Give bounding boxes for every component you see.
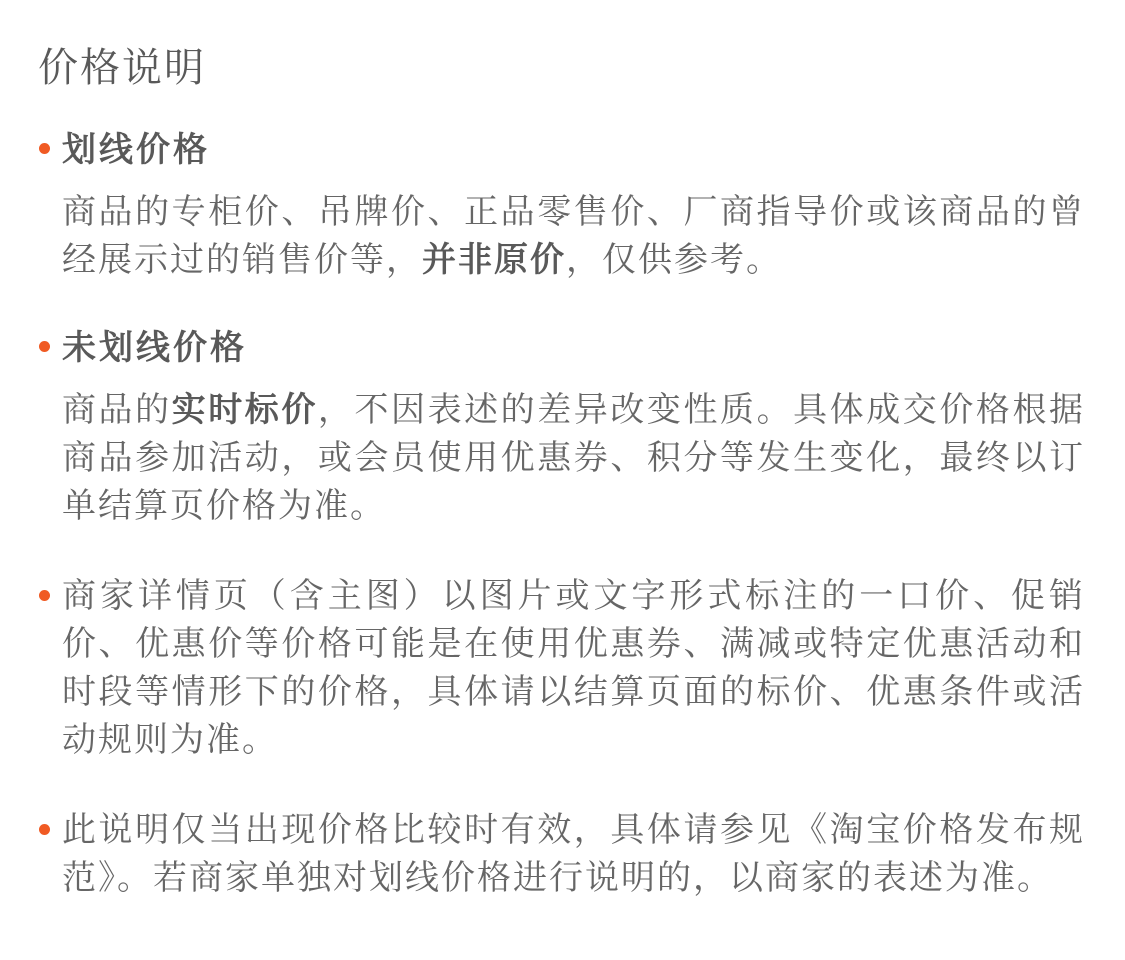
bullet-icon	[39, 824, 50, 835]
bullet-icon	[39, 341, 50, 352]
list-item	[38, 572, 1085, 764]
bullet-icon	[39, 143, 50, 154]
bullet-icon	[39, 590, 50, 601]
item-heading: 未划线价格	[62, 329, 247, 367]
list-item	[38, 806, 1085, 902]
item-paragraph: 此说明仅当出现价格比较时有效，具体请参见《淘宝价格发布规范》。若商家单独对划线价格进行说明的，以商家的表述为准。	[62, 811, 1085, 897]
list-item	[38, 326, 1085, 530]
page-title: 价格说明	[38, 46, 206, 90]
item-heading: 划线价格	[62, 131, 210, 169]
item-paragraph: 商家详情页（含主图）以图片或文字形式标注的一口价、促销价、优惠价等价格可能是在使用优惠券、满减或特定优惠活动和时段等情形下的价格，具体请以结算页面的标价、优惠条件或活动规则为准。	[62, 577, 1085, 759]
item-paragraph: 商品的实时标价，不因表述的差异改变性质。具体成交价格根据商品参加活动，或会员使用优惠券、积分等发生变化，最终以订单结算页价格为准。	[62, 391, 1086, 525]
item-paragraph: 商品的专柜价、吊牌价、正品零售价、厂商指导价或该商品的曾经展示过的销售价等，并非原价，仅供参考。	[62, 193, 1085, 279]
list-item	[38, 128, 1085, 284]
